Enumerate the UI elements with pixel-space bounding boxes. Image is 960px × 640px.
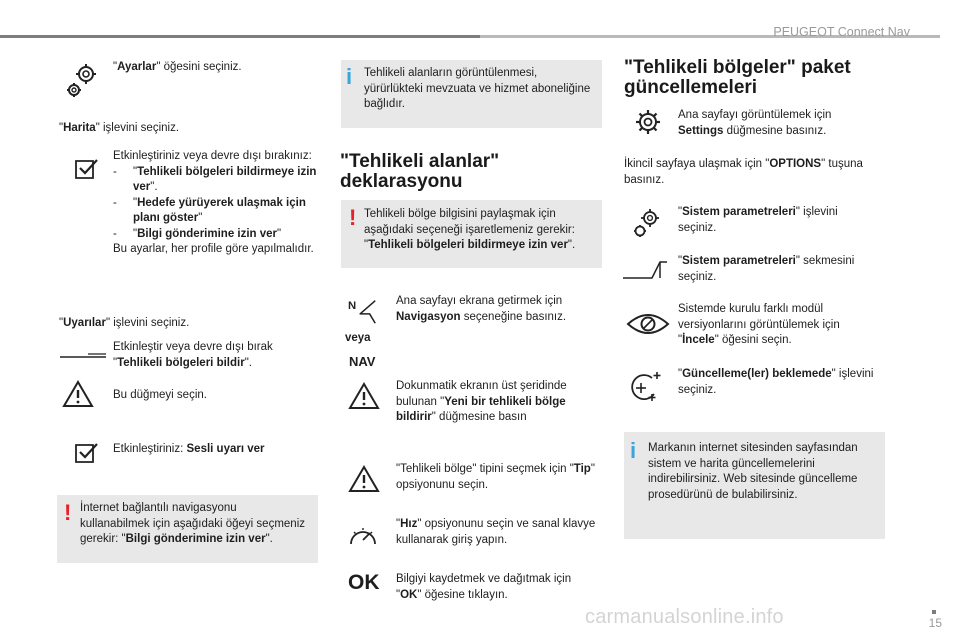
warning-share-text: Tehlikeli bölge bilgisini paylaşmak için aşağıdaki seçeneği işaretlemeniz gerekir: "Tehlikeli bölgeleri bildirmeye izin ver". — [364, 208, 576, 251]
ok-label: OK — [348, 571, 380, 594]
tab-shape-icon — [622, 254, 668, 286]
checkbox-check-icon — [70, 437, 102, 469]
step-select-button: Bu düğmeyi seçin. — [113, 389, 207, 401]
page-number: 15 — [928, 616, 942, 630]
step-speed: "Hız" opsiyonunu seçin ve sanal klavye kullanarak giriş yapın. — [396, 518, 596, 546]
step-select-settings: "Ayarlar" öğesini seçiniz. — [113, 61, 242, 73]
step-ok: Bilgiyi kaydetmek ve dağıtmak için "OK" öğesine tıklayın. — [396, 573, 572, 601]
gear-icon — [632, 106, 664, 138]
enable-options-block — [113, 149, 318, 258]
gears-settings-icon — [630, 206, 664, 240]
page-header: PEUGEOT Connect Nav — [773, 25, 910, 39]
or-label: veya — [345, 332, 371, 344]
option-2: - "Hedefe yürüyerek ulaşmak için planı göster" — [113, 196, 306, 224]
step-settings: Ana sayfayı görüntülemek için Settings düğmesine basınız. — [678, 109, 832, 137]
speedometer-icon — [347, 521, 379, 553]
eye-icon — [626, 308, 670, 340]
page-marker-dot — [932, 610, 936, 614]
step-options: İkincil sayfaya ulaşmak için "OPTIONS" tuşuna basınız. — [624, 158, 863, 186]
profile-note: Bu ayarlar, her profile göre yapılmalıdır. — [113, 243, 314, 255]
section-heading-declaration: "Tehlikeli alanlar" deklarasyonu — [340, 151, 500, 192]
info-regulation-text: Tehlikeli alanların görüntülenmesi, yürürlükteki mevzuata ve hizmet aboneliğine bağlıdır. — [364, 67, 591, 110]
warning-triangle-icon — [348, 380, 380, 412]
step-enable-voice: Etkinleştiriniz: Sesli uyarı ver — [113, 443, 265, 455]
pending-updates-icon — [626, 370, 662, 404]
header-rule-dark — [0, 35, 480, 38]
warning-triangle-icon — [62, 378, 94, 410]
step-select-alerts: "Uyarılar" işlevini seçiniz. — [59, 317, 190, 329]
step-inspect: Sistemde kurulu farklı modül versiyonlarını görüntülemek için "İncele" öğesini seçin. — [678, 303, 840, 346]
step-new-danger-zone: Dokunmatik ekranın üst şeridinde bulunan "Yeni bir tehlikeli bölge bildirir" düğmesine basın — [396, 380, 567, 423]
info-i-icon: i — [346, 64, 353, 89]
svg-text:N: N — [347, 300, 357, 313]
info-website-text: Markanın internet sitesinden sayfasından sistem ve harita güncellemelerini indirebilirsiniz. Web sitesinde güncelleme prosedürünü de bulabilirsiniz. — [648, 442, 858, 501]
checkbox-check-icon — [70, 153, 102, 185]
warning-triangle-icon — [348, 463, 380, 495]
step-toggle-report: Etkinleştir veya devre dışı bırak "Tehlikeli bölgeleri bildir". — [113, 341, 273, 369]
nav-label: NAV — [349, 354, 376, 369]
step-select-type: "Tehlikeli bölge" tipini seçmek için "Tip" opsiyonunu seçin. — [396, 463, 595, 491]
warning-internet-text: İnternet bağlantılı navigasyonu kullanabilmek için aşağıdaki öğeyi seçmeniz gerekir: "Bilgi gönderimine izin ver". — [80, 502, 306, 545]
step-system-params: "Sistem parametreleri" işlevini seçiniz. — [678, 206, 838, 234]
gear-settings-icon — [62, 60, 102, 100]
navigation-compass-icon — [347, 295, 379, 327]
step-pending-updates: "Güncelleme(ler) beklemede" işlevini seçiniz. — [678, 368, 874, 396]
watermark-text: carmanualsonline.info — [585, 606, 784, 628]
enable-intro: Etkinleştiriniz veya devre dışı bırakınız: — [113, 150, 312, 162]
step-select-map: "Harita" işlevini seçiniz. — [59, 122, 180, 134]
toggle-line-icon — [58, 339, 108, 371]
option-3: - "Bilgi gönderimine izin ver" — [113, 227, 282, 240]
step-system-params-tab: "Sistem parametreleri" sekmesini seçiniz. — [678, 255, 855, 283]
section-heading-updates: "Tehlikeli bölgeler" paket güncellemeleri — [624, 57, 851, 98]
info-i-icon: i — [630, 438, 637, 463]
warning-exclamation-icon: ! — [349, 205, 357, 230]
option-1: - "Tehlikeli bölgeleri bildirmeye izin ver". — [113, 165, 317, 193]
warning-exclamation-icon: ! — [64, 500, 72, 525]
step-navigation: Ana sayfayı ekrana getirmek için Navigasyon seçeneğine basınız. — [396, 295, 567, 323]
